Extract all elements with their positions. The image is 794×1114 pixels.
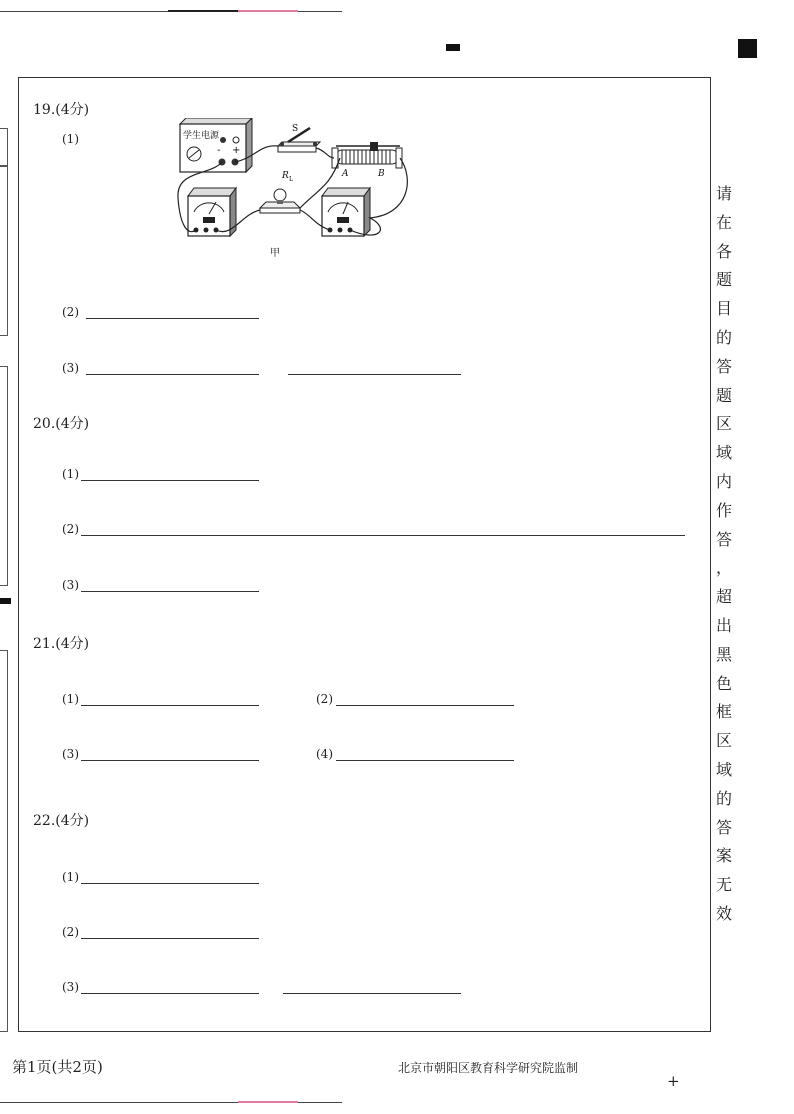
top-rule-pink xyxy=(238,10,298,12)
q21-part4-answer-line[interactable] xyxy=(336,760,514,761)
q22-part2-label: (2) xyxy=(62,925,79,939)
circuit-figure xyxy=(170,118,420,263)
q22-part3-label: (3) xyxy=(62,980,79,994)
q22-part3-answer-line-b[interactable] xyxy=(283,993,461,994)
top-rule-dark xyxy=(168,10,238,12)
q19-title: 19.(4分) xyxy=(33,102,90,118)
lamp-label: R xyxy=(282,171,289,181)
q20-part2-answer-line[interactable] xyxy=(81,535,685,536)
publisher: 北京市朝阳区教育科学研究院监制 xyxy=(398,1061,579,1075)
q22-title: 22.(4分) xyxy=(33,813,90,829)
q19-part2-answer-line[interactable] xyxy=(86,318,259,319)
lamp xyxy=(260,171,300,213)
position-mark-square xyxy=(738,39,757,58)
figure-caption: 甲 xyxy=(270,248,280,259)
left-edge-box-3 xyxy=(0,366,8,586)
q22-part3-answer-line-a[interactable] xyxy=(81,993,259,994)
position-mark-small xyxy=(446,44,460,51)
q21-title: 21.(4分) xyxy=(33,636,90,652)
q19-part2-label: (2) xyxy=(62,305,79,319)
rheostat xyxy=(332,142,402,179)
q20-part2-label: (2) xyxy=(62,522,79,536)
position-mark-left xyxy=(0,598,11,604)
q21-part4-label: (4) xyxy=(316,747,333,761)
svg-text:B: B xyxy=(378,169,385,179)
plus-mark: + xyxy=(667,1072,680,1090)
svg-text:+: + xyxy=(232,145,241,156)
q19-part3-answer-line-a[interactable] xyxy=(86,374,259,375)
q20-title: 20.(4分) xyxy=(33,416,90,432)
q21-part2-label: (2) xyxy=(316,692,333,706)
q20-part1-answer-line[interactable] xyxy=(81,480,259,481)
q22-part1-label: (1) xyxy=(62,870,79,884)
q20-part3-label: (3) xyxy=(62,578,79,592)
power-supply-label: 学生电源 xyxy=(183,131,220,141)
q21-part3-answer-line[interactable] xyxy=(81,760,259,761)
q20-part1-label: (1) xyxy=(62,467,79,481)
q20-part3-answer-line[interactable] xyxy=(81,591,259,592)
svg-text:A: A xyxy=(342,169,349,179)
q19-part3-answer-line-b[interactable] xyxy=(288,374,461,375)
q22-part1-answer-line[interactable] xyxy=(81,883,259,884)
power-supply xyxy=(180,118,252,172)
q21-part2-answer-line[interactable] xyxy=(336,705,514,706)
bottom-rule-pink xyxy=(238,1101,298,1103)
svg-text:-: - xyxy=(217,145,221,156)
q21-part1-answer-line[interactable] xyxy=(81,705,259,706)
left-edge-box-1 xyxy=(0,128,8,166)
q19-part3-label: (3) xyxy=(62,361,79,375)
left-edge-box-2 xyxy=(0,166,8,336)
ammeter xyxy=(188,188,236,236)
q19-part1-label: (1) xyxy=(62,132,79,146)
q21-part3-label: (3) xyxy=(62,747,79,761)
left-edge-box-4 xyxy=(0,650,8,1032)
switch-label: S xyxy=(292,124,299,134)
side-notice: 请 在 各 题 目 的 答 题 区 域 内 作 答 ， 超 出 黑 色 框 区 域 的 答 案 无 效 xyxy=(715,184,732,923)
svg-text:L: L xyxy=(289,176,293,183)
q21-part1-label: (1) xyxy=(62,692,79,706)
switch xyxy=(278,124,320,152)
page-number: 第1页(共2页) xyxy=(12,1058,103,1076)
q22-part2-answer-line[interactable] xyxy=(81,938,259,939)
voltmeter xyxy=(322,188,370,236)
